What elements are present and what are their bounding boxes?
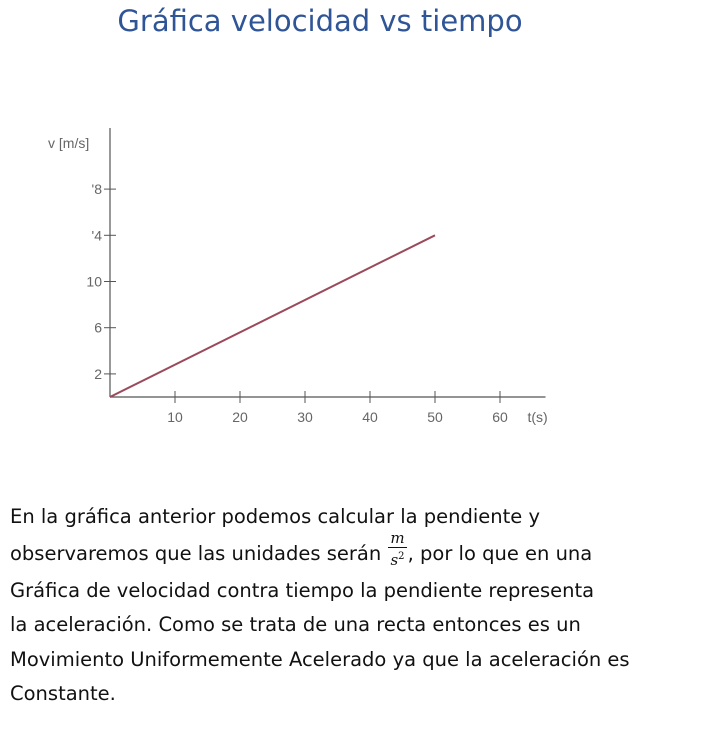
x-tick-label: 60: [492, 409, 508, 425]
x-tick-label: 50: [427, 409, 443, 425]
paragraph-line-1: En la gráfica anterior podemos calcular la pendiente y: [10, 505, 541, 528]
y-tick-label: '8: [91, 181, 102, 198]
y-tick-label: 10: [86, 273, 102, 290]
fraction-denominator: [388, 548, 406, 569]
slide-title: Gráfica velocidad vs tiempo: [117, 4, 523, 38]
paragraph-line-2-start: observaremos que las unidades serán: [10, 541, 388, 565]
velocity-line: [110, 235, 435, 397]
paragraph-line-6: Constante.: [10, 682, 116, 705]
units-fraction: [388, 530, 406, 569]
y-axis-label: v [m/s]: [48, 135, 90, 151]
x-tick-label: 30: [297, 409, 313, 425]
fraction-numerator: m: [390, 528, 405, 547]
paragraph-line-2-end: , por lo que en una: [407, 541, 593, 565]
y-tick-label: '4: [91, 227, 102, 244]
explanation-paragraph: [10, 500, 720, 712]
x-tick-label: 40: [362, 409, 378, 425]
x-tick-label: 20: [232, 409, 248, 425]
fraction-denominator-exponent: 2: [398, 550, 405, 562]
paragraph-line-3: Gráfica de velocidad contra tiempo la pendiente representa: [10, 578, 595, 602]
paragraph-line-4: la aceleración. Como se trata de una recta entonces es un: [10, 613, 581, 636]
x-tick-label: 10: [167, 409, 183, 425]
paragraph-line-5: Movimiento Uniformemente Acelerado ya que la aceleración es: [10, 647, 630, 671]
x-axis-label: t(s): [527, 409, 548, 425]
velocity-time-chart: [40, 118, 570, 438]
y-tick-label: 6: [94, 319, 102, 336]
y-tick-label: 2: [94, 365, 102, 382]
paragraph-line-2: [10, 528, 720, 574]
chart-svg: [40, 118, 570, 438]
fraction-denominator-base: s: [390, 550, 399, 569]
